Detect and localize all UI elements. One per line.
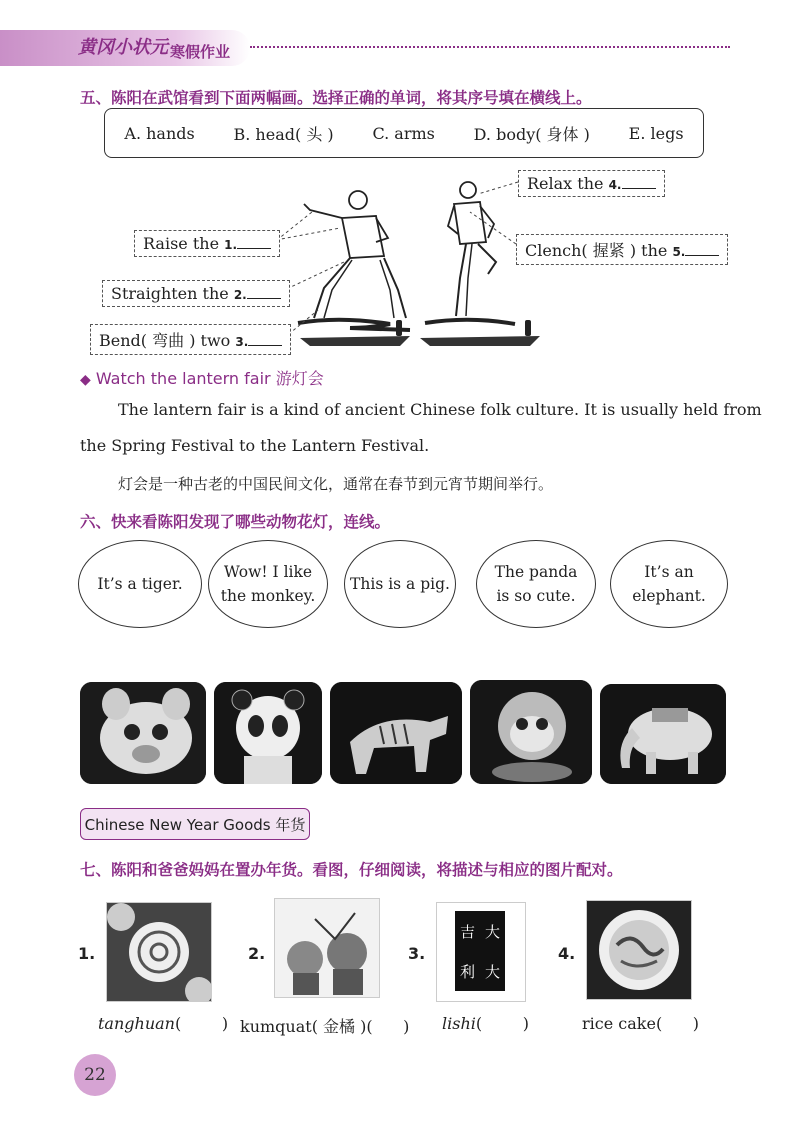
header-subtitle: 寒假作业	[170, 43, 231, 61]
tiger-lantern-photo[interactable]	[330, 682, 462, 784]
monkey-lantern-image	[470, 680, 592, 784]
lantern-para-cn: 灯会是一种古老的中国民间文化，通常在春节到元宵节期间举行。	[118, 475, 554, 493]
lishi-char: 吉	[459, 922, 475, 941]
speech-bubble-tiger[interactable]	[78, 540, 202, 628]
label-straighten-num: 2.	[233, 288, 247, 302]
label-relax	[518, 170, 665, 197]
pig-lantern-image	[80, 682, 206, 784]
label-raise	[134, 230, 280, 257]
bubble-text: It’s an	[644, 563, 694, 581]
chinese-new-year-goods-tag: Chinese New Year Goods 年货	[80, 808, 310, 840]
answer-blank-3[interactable]	[248, 333, 282, 346]
panda-lantern-photo[interactable]	[214, 682, 322, 784]
lantern-para-en-2: the Spring Festival to the Lantern Festival.	[80, 436, 430, 455]
lishi-char: 大	[484, 962, 500, 981]
label-raise-text: Raise the	[143, 234, 220, 253]
bubble-text: Wow! I like	[223, 563, 313, 581]
label-straighten	[102, 280, 290, 307]
lishi-photo[interactable]	[436, 902, 526, 1002]
caption-word: rice cake(	[582, 1014, 663, 1033]
label-bend-text: Bend( 弯曲 ) two	[99, 331, 231, 350]
lantern-heading-text: Watch the lantern fair 游灯会	[95, 369, 324, 388]
option-e: E. legs	[628, 123, 684, 143]
elephant-lantern-image	[600, 684, 726, 784]
label-relax-text: Relax the	[527, 174, 604, 193]
section7-title: 七、陈阳和爸爸妈妈在置办年货。看图，仔细阅读，将描述与相应的图片配对。	[80, 861, 623, 879]
bubble-text: It’s a tiger.	[97, 575, 183, 593]
lishi-char: 大	[484, 922, 500, 941]
caption-rice-cake	[582, 1014, 699, 1033]
label-straighten-text: Straighten the	[111, 284, 229, 303]
label-relax-num: 4.	[608, 178, 622, 192]
answer-blank-5[interactable]	[685, 243, 719, 256]
tanghuan-photo[interactable]	[106, 902, 212, 1002]
option-a: A. hands	[124, 123, 195, 143]
bubble-text: the monkey.	[220, 587, 316, 605]
label-clench-num: 5.	[672, 245, 686, 259]
label-raise-num: 1.	[224, 238, 238, 252]
bubble-text: This is a pig.	[350, 575, 450, 593]
panda-lantern-image	[214, 682, 322, 784]
option-c: C. arms	[372, 123, 435, 143]
brand-logo: 黄冈小状元	[78, 37, 168, 58]
label-clench	[516, 234, 728, 265]
section5-title: 五、陈阳在武馆看到下面两幅画。选择正确的单词，将其序号填在横线上。	[80, 89, 592, 107]
lishi-char: 利	[459, 962, 475, 981]
caption-tanghuan	[98, 1014, 228, 1033]
pig-lantern-photo[interactable]	[80, 682, 206, 784]
rice-cake-photo[interactable]	[586, 900, 692, 1000]
monkey-lantern-photo[interactable]	[470, 680, 592, 784]
item-number: 4.	[558, 944, 576, 963]
kumquat-image	[275, 899, 379, 998]
bubble-text: elephant.	[632, 587, 706, 605]
label-clench-text: Clench( 握紧 ) the	[525, 241, 668, 260]
rice-cake-image	[587, 901, 691, 999]
label-bend	[90, 324, 291, 355]
item-number: 3.	[408, 944, 426, 963]
speech-bubble-monkey[interactable]	[208, 540, 328, 628]
lantern-heading	[80, 366, 324, 389]
option-d: D. body( 身体 )	[473, 124, 590, 144]
tiger-lantern-image	[330, 682, 462, 784]
answer-blank-tanghuan[interactable]: ( )	[174, 1014, 229, 1033]
speech-bubble-pig[interactable]	[344, 540, 456, 628]
answer-blank-4[interactable]	[622, 176, 656, 189]
caption-word: lishi	[442, 1014, 476, 1033]
caption-kumquat	[240, 1014, 409, 1037]
tanghuan-image	[107, 903, 211, 1001]
speech-bubble-elephant[interactable]	[610, 540, 728, 628]
answer-blank-2[interactable]	[247, 286, 281, 299]
bubble-text: is so cute.	[496, 587, 576, 605]
lantern-para-en-1: The lantern fair is a kind of ancient Chinese folk culture. It is usually held from	[118, 400, 762, 419]
section6-title: 六、快来看陈阳发现了哪些动物花灯，连线。	[80, 513, 391, 531]
speech-bubble-panda[interactable]	[476, 540, 596, 628]
answer-blank-kumquat[interactable]: )	[372, 1017, 410, 1036]
caption-word: tanghuan	[98, 1014, 175, 1033]
item-number: 1.	[78, 944, 96, 963]
bubble-text: The panda	[494, 563, 578, 581]
option-b: B. head( 头 )	[233, 124, 334, 144]
elephant-lantern-photo[interactable]	[600, 684, 726, 784]
caption-lishi	[442, 1014, 529, 1033]
answer-blank-1[interactable]	[237, 236, 271, 249]
item-number: 2.	[248, 944, 266, 963]
page-number: 22	[74, 1054, 116, 1096]
caption-word: kumquat( 金橘 )(	[240, 1017, 373, 1036]
red-envelope-icon	[455, 911, 505, 991]
label-bend-num: 3.	[235, 335, 249, 349]
kumquat-photo[interactable]	[274, 898, 380, 998]
answer-blank-lishi[interactable]: ( )	[475, 1014, 530, 1033]
answer-blank-rice-cake[interactable]: )	[662, 1014, 699, 1033]
diamond-icon: ◆	[80, 372, 91, 388]
